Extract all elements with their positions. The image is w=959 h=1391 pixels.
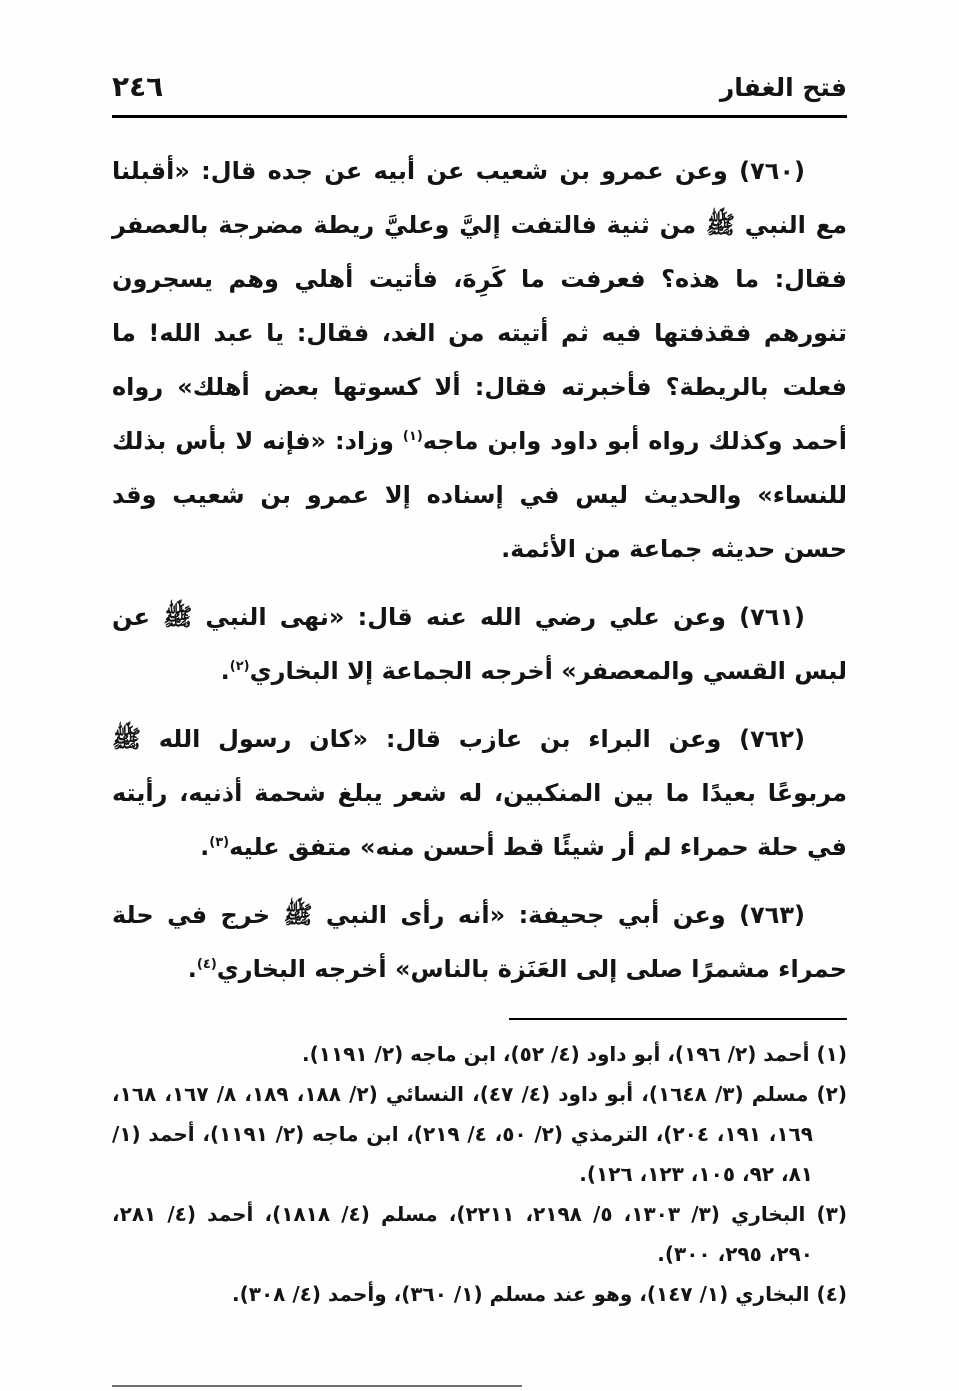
hadith-761-paragraph [112,590,847,698]
book-title: فتح الغفار [719,73,847,102]
footnote-1: (١) أحمد (٢/ ١٩٦)، أبو داود (٤/ ٥٢)، ابن ماجه (٢/ ١١٩١). [302,1042,847,1066]
footnotes-section [112,1018,847,1314]
hadith-761-text: (٧٦١) وعن علي رضي الله عنه قال: «نهى النبي ﷺ عن لبس القسي والمعصفر» أخرجه الجماعة إلا البخاري [112,603,847,685]
footnote-marker-2: (٢) [229,659,250,674]
body-text [112,144,847,996]
hadith-763-text: (٧٦٣) وعن أبي جحيفة: «أنه رأى النبي ﷺ خرج في حلة حمراء مشمرًا صلى إلى العَنَزة بالناس» أخرجه البخاري [112,901,847,983]
hadith-762-text: (٧٦٢) وعن البراء بن عازب قال: «كان رسول الله ﷺ مربوعًا بعيدًا ما بين المنكبين، له شعر يبلغ شحمة أذنيه، رأيته في حلة حمراء لم أر شيئًا قط أحسن منه» متفق عليه [112,725,847,861]
hadith-761-text-cont: . [220,657,230,685]
footnote-4: (٤) البخاري (١/ ١٤٧)، وهو عند مسلم (١/ ٣٦٠)، وأحمد (٤/ ٣٠٨). [232,1282,847,1306]
footnote-separator-rule [509,1018,847,1020]
footnote-2: (٢) مسلم (٣/ ١٦٤٨)، أبو داود (٤/ ٤٧)، النسائي (٢/ ١٨٨، ١٨٩، ٨/ ١٦٧، ١٦٨، ١٦٩، ١٩١، ٢٠٤)، الترمذي (٢/ ٥٠، ٤/ ٢١٩)، ابن ماجه (٢/ ١١٩١)، أحمد (١/ ٨١، ٩٢، ١٠٥، ١٢٣، ١٢٦). [112,1082,847,1186]
hadith-763-text-cont: . [187,955,197,983]
hadith-762-paragraph [112,712,847,874]
hadith-763-paragraph [112,888,847,996]
header-rule [112,115,847,118]
page-number: ٢٤٦ [112,70,164,103]
page-header [112,70,847,118]
footnote-marker-1: (١) [402,429,423,444]
footnote-3: (٣) البخاري (٣/ ١٣٠٣، ٥/ ٢١٩٨، ٢٢١١)، مسلم (٤/ ١٨١٨)، أحمد (٤/ ٢٨١، ٢٩٠، ٢٩٥، ٣٠٠). [112,1202,847,1266]
hadith-760-paragraph [112,144,847,576]
hadith-762-text-cont: . [200,833,210,861]
scan-artifact-line [112,1385,522,1387]
running-head [112,70,847,103]
hadith-760-text: (٧٦٠) وعن عمرو بن شعيب عن أبيه عن جده قال: «أقبلنا مع النبي ﷺ من ثنية فالتفت إليَّ وعليَّ ريطة مضرجة بالعصفر فقال: ما هذه؟ فعرفت ما كَرِهَ، فأتيت أهلي وهم يسجرون تنورهم فقذفتها فيه ثم أتيته من الغد، فقال: يا عبد الله! ما فعلت بالريطة؟ فأخبرته فقال: ألا كسوتها بعض أهلك» رواه أحمد وكذلك رواه أبو داود وابن ماجه [112,157,848,455]
footnote-marker-4: (٤) [196,957,217,972]
hadith-760-text-cont: وزاد: «فإنه لا بأس بذلك للنساء» والحديث ليس في إسناده إلا عمرو بن شعيب وقد حسن حديثه جماعة من الأئمة. [112,427,847,563]
footnote-marker-3: (٣) [209,835,230,850]
